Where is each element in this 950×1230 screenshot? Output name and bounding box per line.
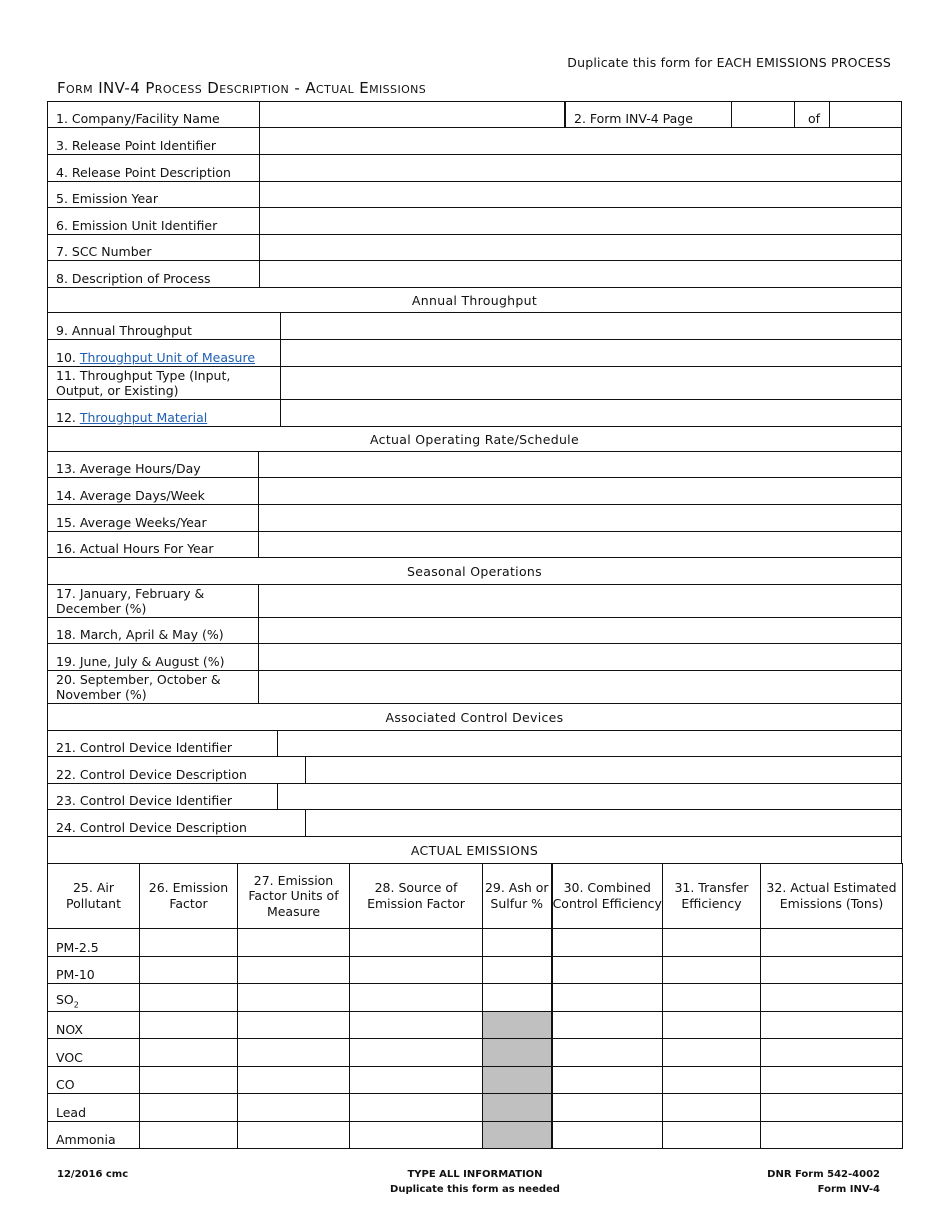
emissions-table bbox=[47, 863, 903, 1149]
row-throughput-unit bbox=[47, 340, 902, 367]
process-desc-label: 8. Description of Process bbox=[48, 261, 260, 287]
days-week-input[interactable] bbox=[259, 478, 901, 504]
emission-cell[interactable] bbox=[140, 1094, 238, 1122]
schedule-heading-row bbox=[47, 427, 902, 452]
emission-cell[interactable] bbox=[663, 1066, 761, 1094]
emission-cell[interactable] bbox=[350, 1066, 483, 1094]
hours-day-label: 13. Average Hours/Day bbox=[48, 452, 259, 477]
row-weeks-year bbox=[47, 505, 902, 532]
pollutant-name: NOX bbox=[48, 1011, 140, 1039]
control-desc-2-label: 24. Control Device Description bbox=[48, 810, 306, 836]
col-actual-emissions: 32. Actual Estimated Emissions (Tons) bbox=[761, 864, 903, 929]
so2-subscript: 2 bbox=[73, 1000, 79, 1010]
page-label: 2. Form INV-4 Page bbox=[566, 102, 732, 127]
emission-cell[interactable] bbox=[761, 984, 903, 1012]
pollutant-name: Lead bbox=[48, 1094, 140, 1122]
row-summer bbox=[47, 644, 902, 671]
hours-year-input[interactable] bbox=[259, 532, 901, 557]
so2-base: SO bbox=[56, 992, 74, 1007]
emission-cell[interactable] bbox=[140, 1066, 238, 1094]
page-number-input[interactable] bbox=[732, 102, 795, 127]
row-hours-day bbox=[47, 452, 902, 478]
emission-cell[interactable] bbox=[238, 956, 350, 984]
control-id-1-label: 21. Control Device Identifier bbox=[48, 731, 278, 756]
emission-cell[interactable] bbox=[761, 1094, 903, 1122]
throughput-heading: Annual Throughput bbox=[411, 292, 538, 308]
control-desc-1-label: 22. Control Device Description bbox=[48, 757, 306, 783]
seasonal-heading-row bbox=[47, 558, 902, 585]
emissions-heading: ACTUAL EMISSIONS bbox=[410, 842, 539, 858]
emission-cell[interactable] bbox=[552, 1094, 663, 1122]
emission-cell[interactable] bbox=[238, 1121, 350, 1149]
emission-cell[interactable] bbox=[238, 1011, 350, 1039]
throughput-material-label bbox=[48, 400, 281, 426]
pollutant-name: PM-10 bbox=[48, 956, 140, 984]
footer-instruction-2: Duplicate this form as needed bbox=[390, 1184, 560, 1195]
emission-cell[interactable] bbox=[483, 929, 552, 957]
company-label: 1. Company/Facility Name bbox=[48, 102, 260, 127]
row-control-desc-1 bbox=[47, 757, 902, 784]
form-title: Form INV-4 Process Description - Actual Emissions bbox=[57, 79, 427, 97]
row-throughput-type bbox=[47, 367, 902, 400]
emission-cell[interactable] bbox=[350, 1094, 483, 1122]
emission-cell[interactable] bbox=[761, 1066, 903, 1094]
emission-cell[interactable] bbox=[663, 1039, 761, 1067]
control-desc-2-input[interactable] bbox=[306, 810, 901, 836]
summer-input[interactable] bbox=[259, 644, 901, 670]
row-emission-year bbox=[47, 182, 902, 208]
emission-cell[interactable] bbox=[350, 1121, 483, 1149]
row-annual-throughput bbox=[47, 313, 902, 340]
pollutant-name: CO bbox=[48, 1066, 140, 1094]
emission-cell[interactable] bbox=[663, 984, 761, 1012]
emission-cell bbox=[483, 1011, 552, 1039]
throughput-unit-prefix: 10. bbox=[56, 350, 80, 365]
weeks-year-label: 15. Average Weeks/Year bbox=[48, 505, 259, 531]
spring-label: 18. March, April & May (%) bbox=[48, 618, 259, 643]
row-hours-year bbox=[47, 532, 902, 558]
col-factor-units: 27. Emission Factor Units of Measure bbox=[238, 864, 350, 929]
emission-cell[interactable] bbox=[140, 1039, 238, 1067]
emissions-header-row bbox=[48, 864, 903, 929]
release-desc-label: 4. Release Point Description bbox=[48, 155, 260, 181]
fall-label: 20. September, October & November (%) bbox=[48, 671, 259, 703]
throughput-unit-input[interactable] bbox=[281, 340, 901, 366]
table-row bbox=[48, 1121, 903, 1149]
scc-label: 7. SCC Number bbox=[48, 235, 260, 260]
row-winter bbox=[47, 585, 902, 618]
emission-cell bbox=[483, 1121, 552, 1149]
col-emission-factor: 26. Emission Factor bbox=[140, 864, 238, 929]
release-id-label: 3. Release Point Identifier bbox=[48, 128, 260, 154]
spring-input[interactable] bbox=[259, 618, 901, 643]
emission-cell[interactable] bbox=[238, 1066, 350, 1094]
control-id-2-input[interactable] bbox=[278, 784, 901, 809]
emission-cell[interactable] bbox=[761, 1011, 903, 1039]
col-air-pollutant: 25. Air Pollutant bbox=[48, 864, 140, 929]
control-desc-1-input[interactable] bbox=[306, 757, 901, 783]
scc-input[interactable] bbox=[260, 235, 901, 260]
throughput-heading-row bbox=[47, 288, 902, 313]
table-row bbox=[48, 1011, 903, 1039]
winter-label: 17. January, February & December (%) bbox=[48, 585, 259, 617]
row-scc bbox=[47, 235, 902, 261]
table-row bbox=[48, 984, 903, 1012]
emission-cell[interactable] bbox=[350, 1011, 483, 1039]
control-heading-row bbox=[47, 704, 902, 731]
control-id-2-label: 23. Control Device Identifier bbox=[48, 784, 278, 809]
col-factor-source: 28. Source of Emission Factor bbox=[350, 864, 483, 929]
emission-cell[interactable] bbox=[238, 1094, 350, 1122]
days-week-label: 14. Average Days/Week bbox=[48, 478, 259, 504]
emission-cell[interactable] bbox=[552, 956, 663, 984]
emission-cell[interactable] bbox=[663, 1011, 761, 1039]
row-fall bbox=[47, 671, 902, 704]
emission-cell[interactable] bbox=[140, 956, 238, 984]
throughput-unit-link[interactable]: Throughput Unit of Measure bbox=[79, 350, 256, 365]
hours-day-input[interactable] bbox=[259, 452, 901, 477]
release-id-input[interactable] bbox=[260, 128, 901, 154]
emission-cell[interactable] bbox=[238, 929, 350, 957]
throughput-material-prefix: 12. bbox=[56, 410, 80, 425]
emission-cell[interactable] bbox=[663, 956, 761, 984]
emission-cell[interactable] bbox=[140, 1011, 238, 1039]
row-control-id-2 bbox=[47, 784, 902, 810]
footer-instruction-1: TYPE ALL INFORMATION bbox=[407, 1169, 543, 1180]
company-input[interactable] bbox=[260, 102, 564, 127]
emission-cell[interactable] bbox=[238, 984, 350, 1012]
seasonal-heading: Seasonal Operations bbox=[407, 563, 542, 579]
emission-cell[interactable] bbox=[552, 984, 663, 1012]
schedule-heading: Actual Operating Rate/Schedule bbox=[370, 431, 579, 447]
emission-cell[interactable] bbox=[761, 1039, 903, 1067]
emission-cell bbox=[483, 1094, 552, 1122]
emission-year-input[interactable] bbox=[260, 182, 901, 207]
emission-cell[interactable] bbox=[140, 929, 238, 957]
weeks-year-input[interactable] bbox=[259, 505, 901, 531]
emission-cell[interactable] bbox=[350, 956, 483, 984]
summer-label: 19. June, July & August (%) bbox=[48, 644, 259, 670]
table-row bbox=[48, 1094, 903, 1122]
annual-throughput-label: 9. Annual Throughput bbox=[48, 313, 281, 339]
winter-input[interactable] bbox=[259, 585, 901, 617]
footer-form-name: Form INV-4 bbox=[817, 1184, 880, 1195]
emission-cell[interactable] bbox=[663, 929, 761, 957]
pollutant-name: PM-2.5 bbox=[48, 929, 140, 957]
emission-cell[interactable] bbox=[552, 1121, 663, 1149]
emission-cell[interactable] bbox=[552, 929, 663, 957]
of-label: of bbox=[797, 102, 830, 127]
footer-form-number: DNR Form 542-4002 bbox=[767, 1169, 880, 1180]
emissions-heading-row bbox=[47, 837, 902, 864]
col-transfer-efficiency: 31. Transfer Efficiency bbox=[663, 864, 761, 929]
table-row bbox=[48, 929, 903, 957]
release-desc-input[interactable] bbox=[260, 155, 901, 181]
row-throughput-material bbox=[47, 400, 902, 427]
emission-cell[interactable] bbox=[483, 984, 552, 1012]
emission-cell[interactable] bbox=[483, 956, 552, 984]
throughput-type-input[interactable] bbox=[281, 367, 901, 399]
emission-cell[interactable] bbox=[238, 1039, 350, 1067]
annual-throughput-input[interactable] bbox=[281, 313, 901, 339]
table-row bbox=[48, 1039, 903, 1067]
table-row bbox=[48, 956, 903, 984]
row-release-desc bbox=[47, 155, 902, 182]
pollutant-name: Ammonia bbox=[48, 1121, 140, 1149]
pollutant-name bbox=[48, 984, 140, 1012]
row-control-id-1 bbox=[47, 731, 902, 757]
pollutant-name: VOC bbox=[48, 1039, 140, 1067]
fall-input[interactable] bbox=[259, 671, 901, 703]
emission-cell[interactable] bbox=[761, 1121, 903, 1149]
emission-cell[interactable] bbox=[663, 1094, 761, 1122]
row-spring bbox=[47, 618, 902, 644]
control-heading: Associated Control Devices bbox=[385, 709, 564, 725]
emission-cell[interactable] bbox=[140, 984, 238, 1012]
emission-cell bbox=[483, 1066, 552, 1094]
process-desc-input[interactable] bbox=[260, 261, 901, 287]
emission-year-label: 5. Emission Year bbox=[48, 182, 260, 207]
emission-cell[interactable] bbox=[552, 1066, 663, 1094]
emission-cell[interactable] bbox=[350, 1039, 483, 1067]
unit-id-input[interactable] bbox=[260, 208, 901, 234]
row-control-desc-2 bbox=[47, 810, 902, 837]
duplicate-note: Duplicate this form for EACH EMISSIONS PROCESS bbox=[567, 55, 891, 70]
emission-cell[interactable] bbox=[140, 1121, 238, 1149]
emission-cell[interactable] bbox=[350, 984, 483, 1012]
emission-cell[interactable] bbox=[761, 929, 903, 957]
col-control-efficiency: 30. Combined Control Efficiency bbox=[552, 864, 663, 929]
row-process-desc bbox=[47, 261, 902, 288]
emission-cell[interactable] bbox=[350, 929, 483, 957]
unit-id-label: 6. Emission Unit Identifier bbox=[48, 208, 260, 234]
throughput-material-link[interactable]: Throughput Material bbox=[79, 410, 208, 425]
emission-cell[interactable] bbox=[761, 956, 903, 984]
row-days-week bbox=[47, 478, 902, 505]
emission-cell[interactable] bbox=[552, 1011, 663, 1039]
footer-form-id bbox=[767, 1167, 880, 1197]
throughput-type-label: 11. Throughput Type (Input, Output, or Existing) bbox=[48, 367, 281, 399]
col-ash-sulfur: 29. Ash or Sulfur % bbox=[483, 864, 552, 929]
footer-revision: 12/2016 cmc bbox=[57, 1169, 129, 1180]
emission-cell[interactable] bbox=[552, 1039, 663, 1067]
control-id-1-input[interactable] bbox=[278, 731, 901, 756]
throughput-material-input[interactable] bbox=[281, 400, 901, 426]
hours-year-label: 16. Actual Hours For Year bbox=[48, 532, 259, 557]
emission-cell bbox=[483, 1039, 552, 1067]
table-row bbox=[48, 1066, 903, 1094]
row-unit-id bbox=[47, 208, 902, 235]
throughput-unit-label bbox=[48, 340, 281, 366]
emission-cell[interactable] bbox=[663, 1121, 761, 1149]
page-total-input[interactable] bbox=[830, 102, 901, 127]
row-release-id bbox=[47, 128, 902, 155]
row-company bbox=[47, 101, 902, 128]
